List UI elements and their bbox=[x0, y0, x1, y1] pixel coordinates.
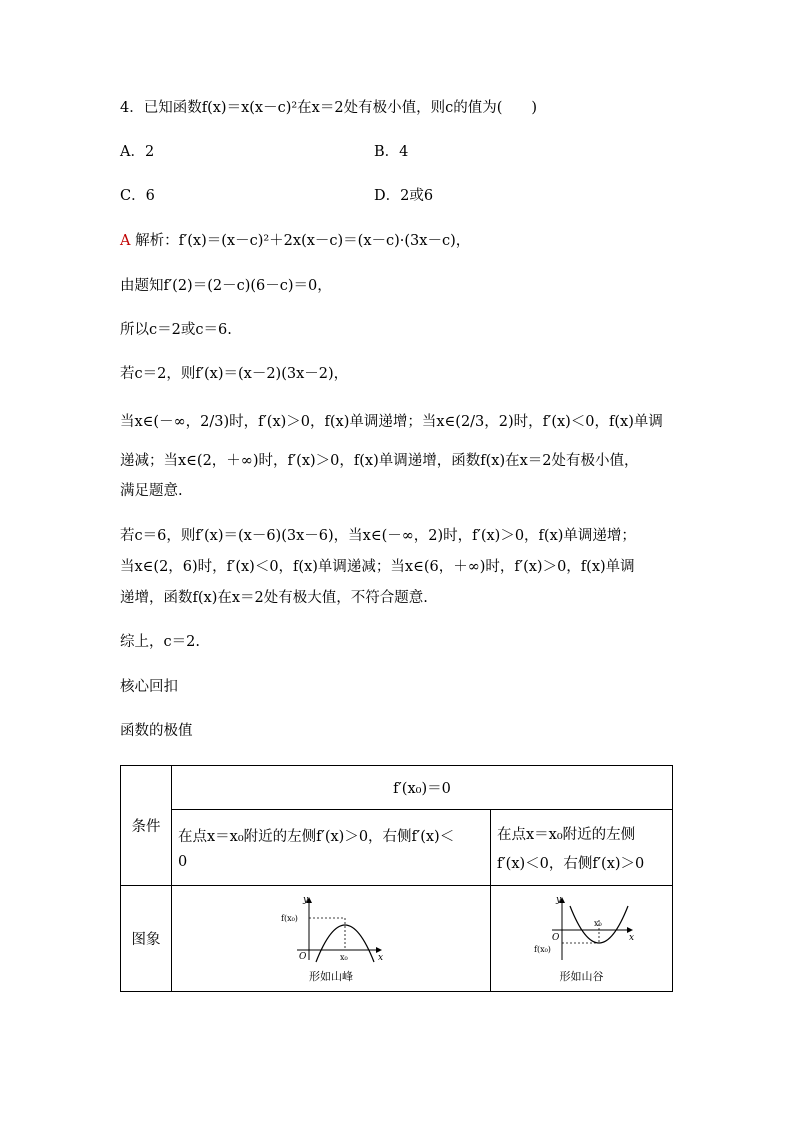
peak-y-label: y bbox=[303, 894, 309, 905]
peak-x-label: x bbox=[378, 952, 384, 963]
solution-line-7: 满足题意. bbox=[120, 483, 183, 499]
extrema-table bbox=[120, 765, 673, 992]
solution-text-1: 解析：f′(x)＝(x－c)²＋2x(x－c)＝(x－c)·(3x－c)， bbox=[135, 233, 471, 249]
right-case-line-1: 在点x＝x₀附近的左侧 bbox=[497, 826, 636, 843]
core-heading: 核心回扣 bbox=[120, 679, 178, 695]
valley-origin: O bbox=[551, 932, 559, 943]
peak-origin: O bbox=[299, 951, 307, 962]
condition-cell: f′(x₀)＝0 bbox=[172, 766, 673, 810]
left-case-line-2: 0 bbox=[178, 854, 188, 870]
option-c: C．6 bbox=[120, 188, 155, 204]
solution-line-5: 当x∈(－∞，2/3)时，f′(x)＞0，f(x)单调递增；当x∈(2/3，2)时，f′(x)＜0，f(x)单调 bbox=[120, 414, 663, 430]
peak-graph-cell bbox=[172, 886, 491, 992]
solution-line-1 bbox=[120, 231, 470, 251]
valley-x0-label: x₀ bbox=[593, 918, 602, 928]
answer-letter: A bbox=[120, 233, 131, 249]
solution-line-3: 所以c＝2或c＝6. bbox=[120, 322, 232, 338]
right-case-cell bbox=[491, 810, 673, 886]
valley-f-label: f(x₀) bbox=[533, 944, 551, 954]
option-b: B．4 bbox=[374, 144, 409, 160]
left-case-line-1: 在点x＝x₀附近的左侧f′(x)＞0，右侧f′(x)＜ bbox=[178, 829, 455, 845]
solution-line-4: 若c＝2，则f′(x)＝(x－2)(3x－2)， bbox=[120, 366, 349, 382]
left-case-cell bbox=[172, 810, 491, 886]
valley-x-label: x bbox=[628, 932, 634, 943]
peak-caption: 形如山峰 bbox=[309, 969, 353, 983]
option-a: A．2 bbox=[120, 144, 155, 160]
solution-line-2: 由题知f′(2)＝(2－c)(6－c)＝0， bbox=[120, 278, 332, 294]
valley-caption: 形如山谷 bbox=[559, 969, 604, 983]
solution-line-10: 递增，函数f(x)在x＝2处有极大值，不符合题意. bbox=[120, 590, 428, 606]
valley-graph-cell bbox=[491, 886, 673, 992]
core-subheading: 函数的极值 bbox=[120, 723, 193, 739]
right-case-line-2: f′(x)＜0，右侧f′(x)＞0 bbox=[497, 855, 645, 872]
option-d: D．2或6 bbox=[374, 188, 434, 204]
question-stem: 4．已知函数f(x)＝x(x－c)²在x＝2处有极小值，则c的值为( ) bbox=[120, 100, 538, 116]
peak-f-label: f(x₀) bbox=[281, 913, 298, 923]
graph-label: 图象 bbox=[121, 886, 172, 992]
peak-x0-label: x₀ bbox=[340, 952, 348, 962]
peak-graph bbox=[271, 894, 391, 964]
solution-line-11: 综上，c＝2. bbox=[120, 634, 200, 650]
solution-line-9: 当x∈(2，6)时，f′(x)＜0，f(x)单调递减；当x∈(6，＋∞)时，f′(x)＞0，f(x)单调 bbox=[120, 559, 635, 575]
condition-label: 条件 bbox=[121, 766, 172, 886]
valley-y-label: y bbox=[555, 894, 561, 905]
solution-line-8: 若c＝6，则f′(x)＝(x－6)(3x－6)，当x∈(－∞，2)时，f′(x)＞0，f(x)单调递增； bbox=[120, 528, 636, 544]
solution-line-6: 递减；当x∈(2，＋∞)时，f′(x)＞0，f(x)单调递增，函数f(x)在x＝2处有极小值， bbox=[120, 453, 639, 469]
valley-graph bbox=[522, 894, 642, 964]
